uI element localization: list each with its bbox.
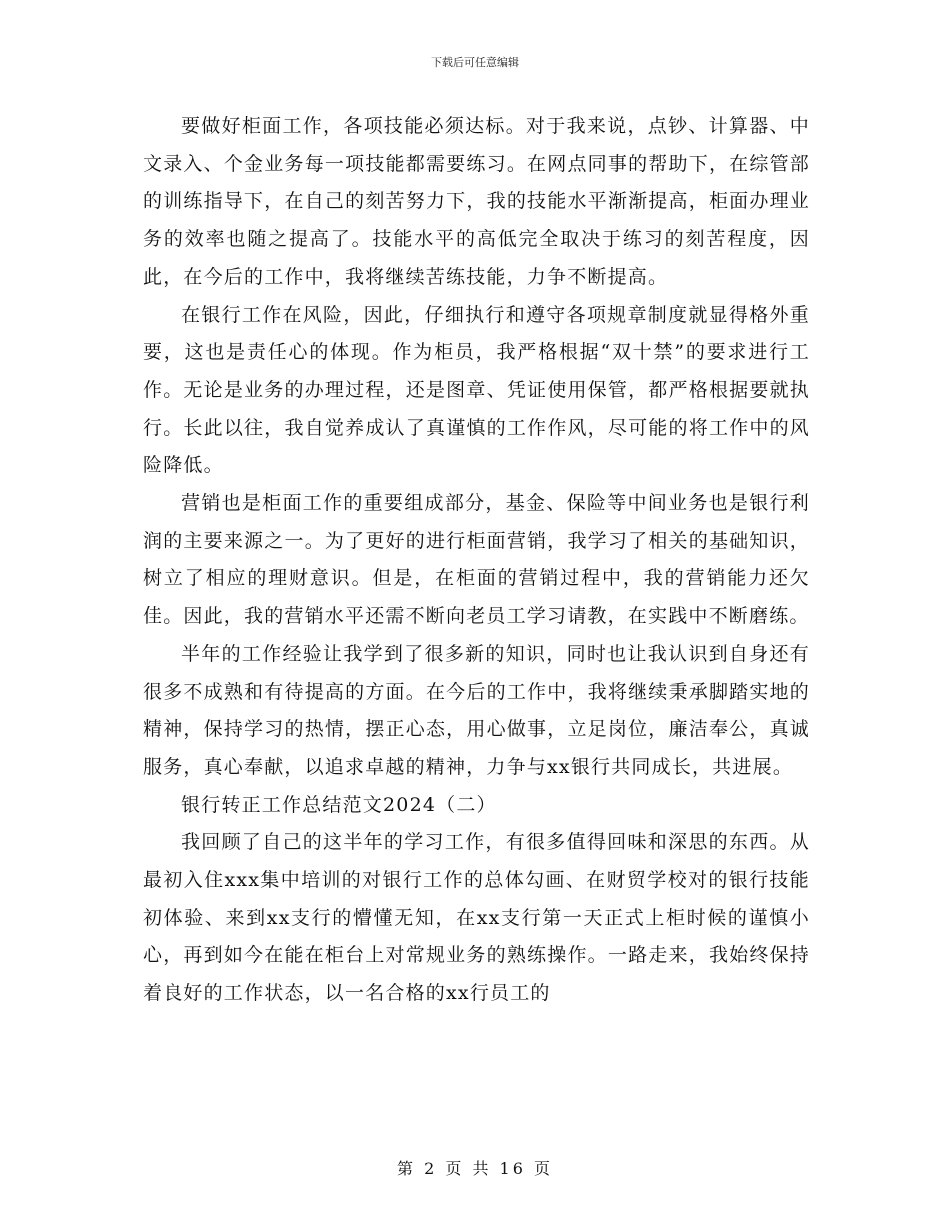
paragraph-experience: 半年的工作经验让我学到了很多新的知识，同时也让我认识到自身还有很多不成熟和有待提高的方面。在今后的工作中，我将继续秉承脚踏实地的精神，保持学习的热情，摆正心态，用心做事，立足岗位，廉洁奉公，真诚服务，真心奉献，以追求卓越的精神，力争与xx银行共同成长，共进展。: [143, 642, 810, 778]
page-number: 第 2 页 共 16 页: [397, 1159, 553, 1178]
paragraph-skills: 要做好柜面工作，各项技能必须达标。对于我来说，点钞、计算器、中文录入、个金业务每一项技能都需要练习。在网点同事的帮助下，在综管部的训练指导下，在自己的刻苦努力下，我的技能水平渐渐提高，柜面办理业务的效率也随之提高了。技能水平的高低完全取决于练习的刻苦程度，因此，在今后的工作中，我将继续苦练技能，力争不断提高。: [143, 115, 810, 288]
paragraph-marketing: 营销也是柜面工作的重要组成部分，基金、保险等中间业务也是银行利润的主要来源之一。为了更好的进行柜面营销，我学习了相关的基础知识，树立了相应的理财意识。但是，在柜面的营销过程中，我的营销能力还欠佳。因此，我的营销水平还需不断向老员工学习请教，在实践中不断磨练。: [143, 492, 810, 628]
page-header: 下载后可任意编辑: [431, 56, 519, 69]
section-title: 银行转正工作总结范文2024（二）: [181, 793, 497, 816]
paragraph-review: 我回顾了自己的这半年的学习工作，有很多值得回味和深思的东西。从最初入住xxx集中培训的对银行工作的总体勾画、在财贸学校对的银行技能初体验、来到xx支行的懵懂无知，在xx支行第一天正式上柜时候的谨慎小心，再到如今在能在柜台上对常规业务的熟练操作。一路走来，我始终保持着良好的工作状态，以一名合格的xx行员工的: [143, 831, 810, 1005]
document-body: [143, 108, 810, 1013]
paragraph-risk: 在银行工作在风险，因此，仔细执行和遵守各项规章制度就显得格外重要，这也是责任心的体现。作为柜员，我严格根据“双十禁”的要求进行工作。无论是业务的办理过程，还是图章、凭证使用保管，都严格根据要就执行。长此以往，我自觉养成认了真谨慎的工作作风，尽可能的将工作中的风险降低。: [143, 303, 810, 477]
